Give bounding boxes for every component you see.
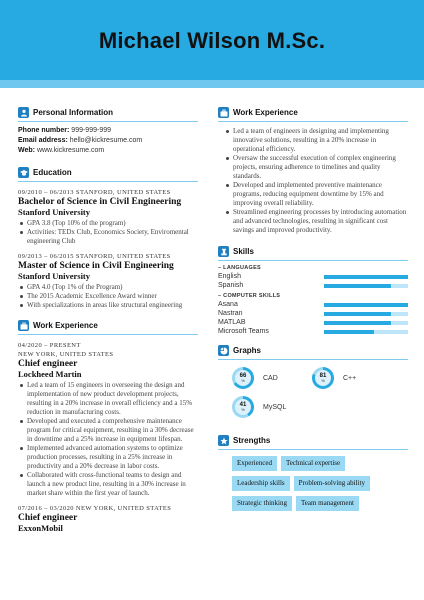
- strength-tag: Leadership skills: [232, 476, 290, 491]
- skill-group-label: – LANGUAGES: [218, 265, 262, 271]
- job-dates: 04/2020 – PRESENT: [18, 342, 81, 349]
- graph-percent-sign: %: [321, 378, 325, 383]
- education-section: [18, 166, 198, 310]
- chess-icon: [218, 246, 229, 257]
- star-icon: [218, 435, 229, 446]
- skills-section: [218, 245, 408, 336]
- skill-bar: [324, 312, 408, 316]
- job-dates: 07/2016 – 03/2020 NEW YORK, UNITED STATES: [18, 505, 172, 512]
- graph-item: [312, 367, 356, 389]
- web-label: Web:: [18, 147, 35, 154]
- left-column: [18, 106, 198, 533]
- section-divider: [218, 121, 408, 122]
- progress-ring: [312, 367, 334, 389]
- list-item: Developed and implemented preventive maintenance programs, reducing equipment downtime by 15% and improving overall reliability.: [224, 181, 408, 208]
- skill-bar: [324, 284, 408, 288]
- section-title: Education: [33, 168, 72, 177]
- header-strip: [0, 80, 424, 88]
- job-role: Chief engineer: [18, 513, 78, 523]
- skill-level-fill: [324, 275, 408, 279]
- email-label: Email address:: [18, 137, 68, 144]
- skill-row: [218, 309, 408, 318]
- email-value[interactable]: hello@kickresume.com: [69, 137, 143, 144]
- briefcase-icon: [218, 107, 229, 118]
- degree-title: Master of Science in Civil Engineering: [18, 261, 174, 271]
- graphs-section: [218, 344, 408, 432]
- section-divider: [218, 260, 408, 261]
- right-column: [218, 106, 408, 516]
- graph-item: [232, 396, 286, 418]
- school-name: Stanford University: [18, 271, 91, 281]
- graph-value: 66: [239, 373, 247, 379]
- list-item: Collaborated with cross-functional teams to design and launch a new product line, resulting in a 30% increase in market share within the first year of launch.: [18, 471, 198, 498]
- school-name: Stanford University: [18, 207, 91, 217]
- strength-tag: Technical expertise: [281, 456, 345, 471]
- skill-name: Spanish: [218, 282, 244, 289]
- skill-name: English: [218, 273, 241, 280]
- progress-ring: [232, 396, 254, 418]
- section-divider: [218, 449, 408, 450]
- education-entry: [18, 252, 198, 310]
- section-title: Personal Information: [33, 108, 114, 117]
- skill-bar: [324, 275, 408, 279]
- graph-label: C++: [343, 374, 357, 382]
- skill-row: [218, 281, 408, 290]
- skill-level-fill: [324, 312, 391, 316]
- date-location: 09/2010 – 06/2013 STANFORD, UNITED STATES: [18, 189, 171, 196]
- skill-name: Microsoft Teams: [218, 328, 269, 335]
- list-item: Led a team of engineers in designing and implementing innovative solutions, resulting in a 20% increase in operational efficiency.: [224, 127, 408, 154]
- graphs-area: [218, 360, 408, 432]
- section-divider: [18, 121, 198, 122]
- section-divider: [18, 334, 198, 335]
- skill-level-fill: [324, 284, 391, 288]
- list-item: With specializations in areas like structural engineering: [18, 301, 198, 310]
- skill-group-label: – COMPUTER SKILLS: [218, 293, 281, 299]
- skill-row: [218, 300, 408, 309]
- candidate-name: Michael Wilson M.Sc.: [98, 28, 326, 53]
- graph-value: 81: [319, 373, 327, 379]
- work-experience-section: [18, 319, 198, 533]
- skill-name: Asana: [218, 301, 238, 308]
- degree-title: Bachelor of Science in Civil Engineering: [18, 197, 182, 207]
- list-item: Developed and executed a comprehensive maintenance program for critical equipment, resulting in a 30% decrease in downtime and a 25% increase in equipment lifespan.: [18, 417, 198, 444]
- skill-level-fill: [324, 321, 391, 325]
- skill-bar: [324, 303, 408, 307]
- skill-row: [218, 318, 408, 327]
- strength-tags: [218, 456, 408, 516]
- phone-label: Phone number:: [18, 127, 70, 134]
- skill-bar: [324, 321, 408, 325]
- section-title: Work Experience: [233, 108, 298, 117]
- section-title: Skills: [233, 247, 254, 256]
- section-divider: [18, 181, 198, 182]
- skill-row: [218, 327, 408, 336]
- list-item: Oversaw the successful execution of complex engineering projects, ensuring adherence to timelines and quality standards.: [224, 154, 408, 181]
- list-item: GPA 4.0 (Top 1% of the Program): [18, 283, 198, 292]
- work-experience-continued-section: [218, 106, 408, 235]
- list-item: Activities: TEDx Club, Economics Society, Enviromental engineering Club: [18, 228, 198, 246]
- strength-tag: Problem-solving ability: [294, 476, 370, 491]
- skill-bar: [324, 330, 408, 334]
- briefcase-icon: [18, 320, 29, 331]
- list-item: Implemented advanced automation systems to optimize production processes, resulting in a 25% increase in productivity and a 20% decrease in labor costs.: [18, 444, 198, 471]
- strength-tag: Strategic thinking: [232, 496, 292, 511]
- section-title: Strengths: [233, 436, 271, 445]
- strength-tag: Team management: [296, 496, 359, 511]
- list-item: The 2015 Academic Excellence Award winner: [18, 292, 198, 301]
- section-title: Work Experience: [33, 321, 98, 330]
- company-name: ExxonMobil: [18, 523, 63, 533]
- company-name: Lockheed Martin: [18, 369, 82, 379]
- strength-tag: Experienced: [232, 456, 277, 471]
- pie-chart-icon: [218, 345, 229, 356]
- education-entry: [18, 188, 198, 246]
- job-role: Chief engineer: [18, 359, 78, 369]
- personal-info-section: [18, 106, 198, 156]
- graph-item: [232, 367, 278, 389]
- list-item: Streamlined engineering processes by introducing automation and advanced technologies, resulting in significant cost savings and improved productivity.: [224, 208, 408, 235]
- graph-label: CAD: [263, 374, 278, 382]
- skill-level-fill: [324, 330, 374, 334]
- strengths-section: [218, 434, 408, 516]
- skill-level-fill: [324, 303, 408, 307]
- list-item: Led a team of 15 engineers in overseeing the design and implementation of new product development projects, resulting in a 20% increase in overall efficiency and a 15% reduction in manufacturing costs.: [18, 381, 198, 417]
- skill-row: [218, 272, 408, 281]
- graph-value: 41: [239, 402, 247, 408]
- progress-ring: [232, 367, 254, 389]
- job-location: NEW YORK, UNITED STATES: [18, 351, 114, 358]
- phone-value: 999-999-999: [71, 127, 111, 134]
- job-entry: [18, 341, 198, 498]
- skill-name: Nastran: [218, 310, 243, 317]
- graph-percent-sign: %: [241, 378, 245, 383]
- date-location: 09/2013 – 06/2015 STANFORD, UNITED STATES: [18, 253, 171, 260]
- person-icon: [18, 107, 29, 118]
- graph-label: MySQL: [263, 403, 287, 411]
- skill-name: MATLAB: [218, 319, 246, 326]
- section-title: Graphs: [233, 346, 262, 355]
- web-value[interactable]: www.kickresume.com: [36, 147, 105, 154]
- list-item: GPA 3.8 (Top 10% of the program): [18, 219, 198, 228]
- graph-percent-sign: %: [241, 407, 245, 412]
- graduation-cap-icon: [18, 167, 29, 178]
- job-entry: [18, 504, 198, 533]
